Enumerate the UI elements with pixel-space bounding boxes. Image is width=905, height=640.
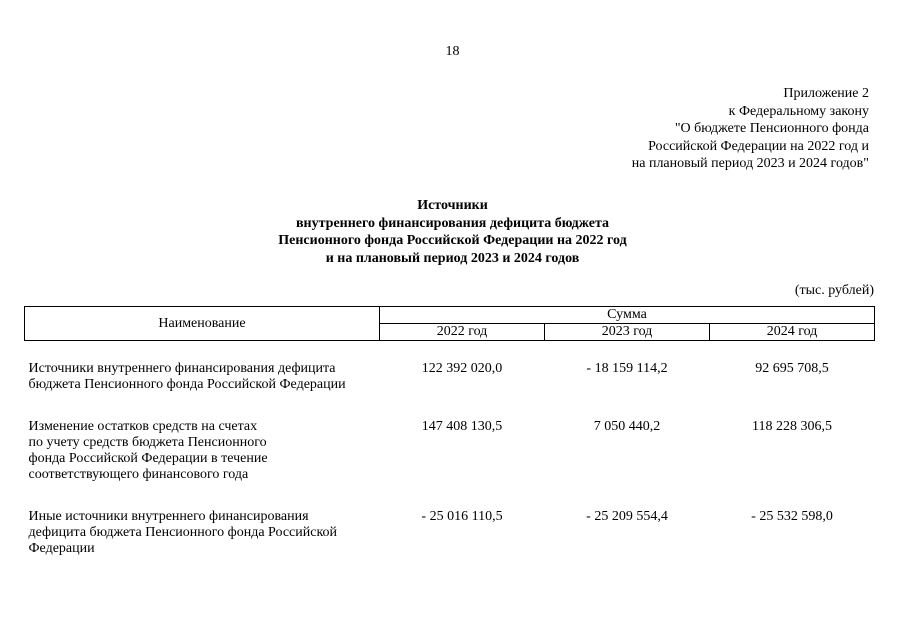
value-2023: - 25 209 554,4 <box>586 509 668 524</box>
appendix-reference <box>539 85 869 173</box>
table-row <box>25 509 875 557</box>
value-2024: 92 695 708,5 <box>755 361 829 376</box>
value-2024: 118 228 306,5 <box>752 419 832 434</box>
row-name: Изменение остатков средств на счетах по учету средств бюджета Пенсионного фонда Российской Федерации в течение соответствующего финансового года <box>28 419 268 482</box>
column-header-sum: Сумма <box>380 307 875 324</box>
column-header-year-2024: 2024 год <box>710 324 875 341</box>
column-header-name: Наименование <box>25 307 380 341</box>
title-line: Источники <box>417 198 488 213</box>
title-line: Пенсионного фонда Российской Федерации на 2022 год <box>278 233 627 248</box>
column-header-year-2022: 2022 год <box>380 324 545 341</box>
row-name: Иные источники внутреннего финансирования дефицита бюджета Пенсионного фонда Российской Федерации <box>28 509 338 556</box>
value-2024: - 25 532 598,0 <box>751 509 833 524</box>
value-2023: 7 050 440,2 <box>593 419 661 434</box>
appendix-line: Приложение 2 <box>783 86 869 101</box>
appendix-line: к Федеральному закону <box>728 103 869 119</box>
financing-table <box>24 306 875 557</box>
value-2022: 122 392 020,0 <box>421 361 503 376</box>
table-row <box>25 361 875 393</box>
value-2023: - 18 159 114,2 <box>586 361 668 376</box>
appendix-line: Российской Федерации на 2022 год и <box>648 138 869 154</box>
appendix-line: "О бюджете Пенсионного фонда <box>674 121 869 136</box>
page-number: 18 <box>445 44 460 59</box>
value-2022: 147 408 130,5 <box>421 419 503 434</box>
title-line: и на плановый период 2023 и 2024 годов <box>325 250 580 266</box>
document-title <box>0 197 905 267</box>
value-2022: - 25 016 110,5 <box>421 509 503 524</box>
title-line: внутреннего финансирования дефицита бюджета <box>295 215 609 231</box>
column-header-year-2023: 2023 год <box>545 324 710 341</box>
row-name: Источники внутреннего финансирования дефицита бюджета Пенсионного фонда Российской Федерации <box>28 361 346 392</box>
table-row <box>25 419 875 483</box>
appendix-line: на плановый период 2023 и 2024 годов" <box>631 156 869 171</box>
units-label: (тыс. рублей) <box>794 283 874 298</box>
